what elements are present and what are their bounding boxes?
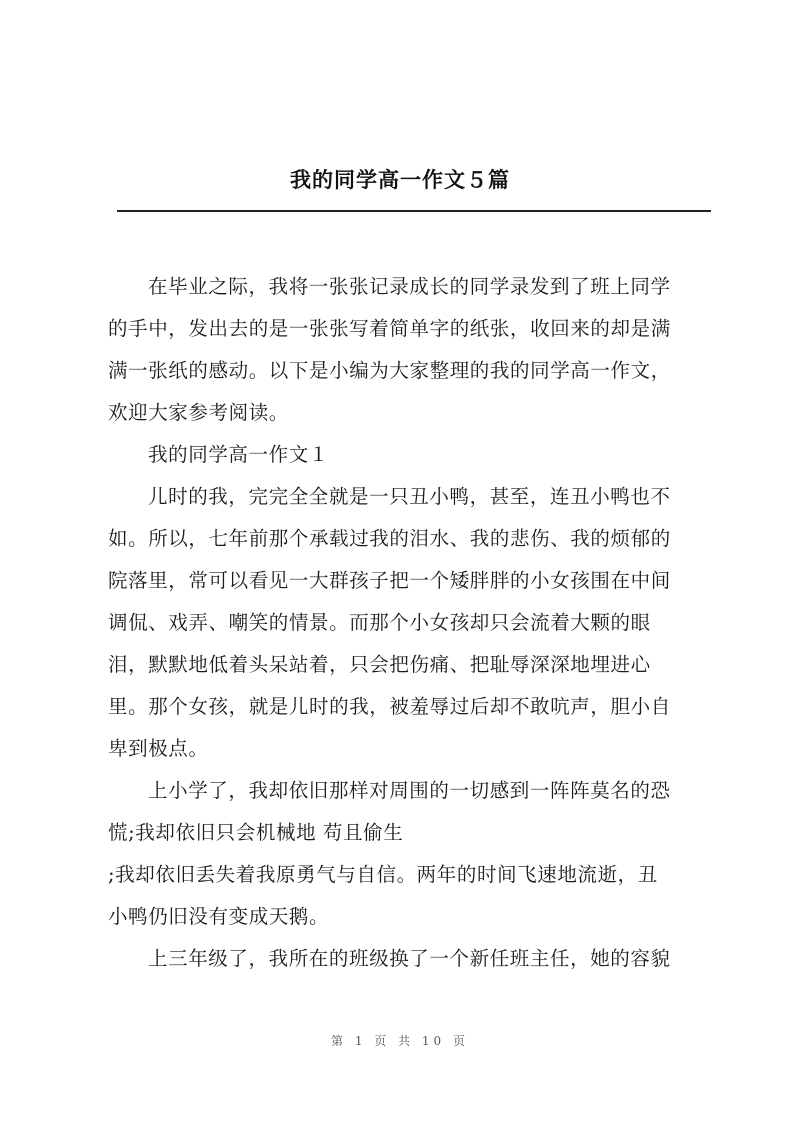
body-line: 如。所以，七年前那个承载过我的泪水、我的悲伤、我的烦郁的 xyxy=(108,527,671,550)
body-line: 满一张纸的感动。以下是小编为大家整理的我的同学高一作文， xyxy=(108,359,671,382)
section-heading: 我的同学高一作文１ xyxy=(148,443,329,466)
body-line: 上小学了，我却依旧那样对周围的一切感到一阵阵莫名的恐 xyxy=(148,779,671,802)
body-line: 院落里，常可以看见一大群孩子把一个矮胖胖的小女孩围在中间 xyxy=(108,569,671,592)
body-line: 慌;我却依旧只会机械地 苟且偷生 xyxy=(108,821,404,844)
body-line: 小鸭仍旧没有变成天鹅。 xyxy=(108,905,330,928)
body-line: 卑到极点。 xyxy=(108,737,209,760)
body-line: 上三年级了，我所在的班级换了一个新任班主任，她的容貌 xyxy=(148,947,671,970)
title-divider xyxy=(117,210,711,212)
page-number: 第 1 页 共 10 页 xyxy=(331,1034,469,1048)
document-body xyxy=(108,266,712,980)
body-line: 泪，默默地低着头呆站着，只会把伤痛、把耻辱深深地埋进心 xyxy=(108,653,651,676)
body-line: 儿时的我，完完全全就是一只丑小鸭，甚至，连丑小鸭也不 xyxy=(148,485,671,508)
body-line: 欢迎大家参考阅读。 xyxy=(108,401,289,424)
body-line: 的手中，发出去的是一张张写着简单字的纸张，收回来的却是满 xyxy=(108,317,671,340)
body-line: ;我却依旧丢失着我原勇气与自信。两年的时间飞速地流逝，丑 xyxy=(108,863,658,886)
body-line: 调侃、戏弄、嘲笑的情景。而那个小女孩却只会流着大颗的眼 xyxy=(108,611,651,634)
body-line: 在毕业之际，我将一张张记录成长的同学录发到了班上同学 xyxy=(148,275,671,298)
body-line: 里。那个女孩，就是儿时的我，被羞辱过后却不敢吭声，胆小自 xyxy=(108,695,671,718)
document-title: 我的同学高一作文５篇 xyxy=(290,167,510,192)
